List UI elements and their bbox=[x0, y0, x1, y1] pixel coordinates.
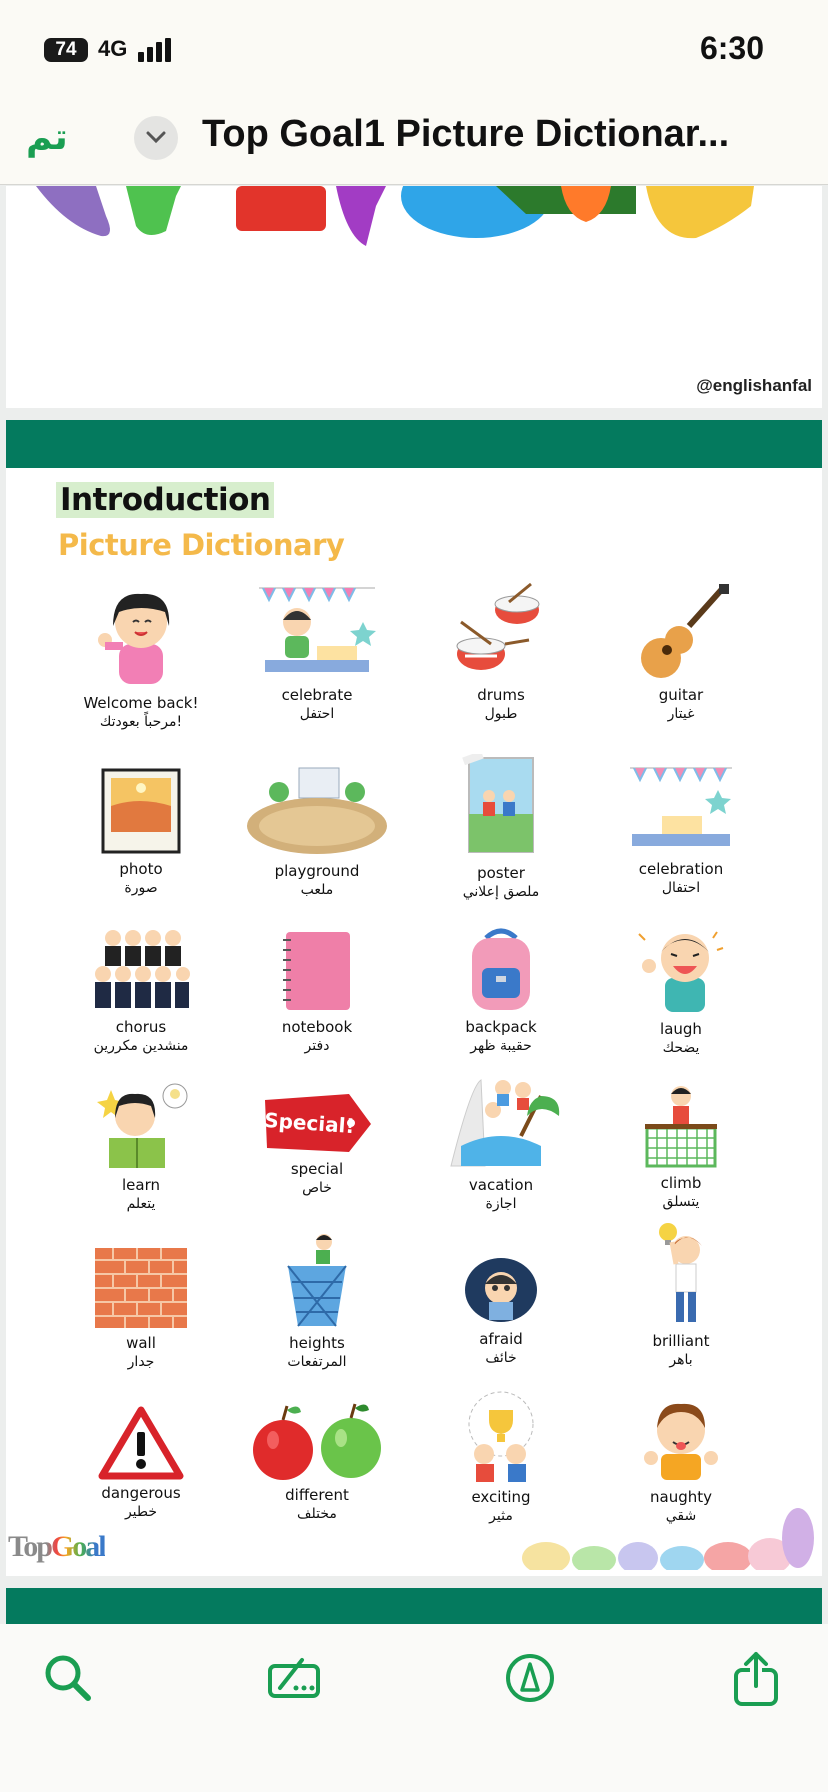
bottom-toolbar bbox=[0, 1624, 828, 1792]
page-1 bbox=[6, 186, 822, 408]
pen-icon[interactable] bbox=[502, 1650, 558, 1706]
clock: 6:30 bbox=[699, 30, 764, 66]
drums-icon bbox=[451, 582, 551, 682]
vocab-item bbox=[586, 1082, 776, 1210]
item-english: guitar bbox=[658, 686, 704, 704]
item-english: wall bbox=[126, 1334, 156, 1352]
vocab-item bbox=[586, 582, 776, 722]
choir-icon bbox=[91, 920, 191, 1014]
topgoal-logo: TopGoal bbox=[8, 1530, 105, 1563]
item-english: afraid bbox=[479, 1330, 523, 1348]
item-english: dangerous bbox=[101, 1484, 181, 1502]
vocab-item bbox=[222, 1090, 412, 1196]
share-icon[interactable] bbox=[728, 1650, 784, 1706]
item-arabic: احتفال bbox=[661, 880, 701, 896]
item-english: chorus bbox=[115, 1018, 167, 1036]
vocab-item bbox=[46, 920, 236, 1054]
vocab-item bbox=[406, 1254, 596, 1366]
vocab-item bbox=[46, 766, 236, 896]
vocab-item bbox=[406, 924, 596, 1054]
boy-lightbulb-icon bbox=[646, 1220, 716, 1328]
search-icon[interactable] bbox=[40, 1650, 96, 1706]
item-english: climb bbox=[660, 1174, 702, 1192]
brick-wall-icon bbox=[93, 1246, 189, 1330]
title-menu-button[interactable] bbox=[134, 116, 178, 160]
item-english: backpack bbox=[465, 1018, 537, 1036]
scared-child-icon bbox=[463, 1254, 539, 1326]
beach-icon bbox=[441, 1076, 561, 1172]
backpack-icon bbox=[458, 924, 544, 1014]
notebook-icon bbox=[280, 928, 354, 1014]
vocab-item bbox=[222, 1398, 412, 1522]
chevron-down-icon bbox=[146, 130, 166, 144]
item-arabic: مرحباً بعودتك! bbox=[99, 714, 183, 730]
item-arabic: مثير bbox=[489, 1508, 513, 1524]
item-arabic: يتسلق bbox=[662, 1194, 700, 1210]
girl-reading-icon bbox=[91, 1080, 191, 1172]
special-tag-text: Special! bbox=[263, 1107, 356, 1139]
item-arabic: خاص bbox=[302, 1180, 332, 1196]
vocab-item bbox=[406, 1076, 596, 1212]
item-arabic: اجازة bbox=[485, 1196, 517, 1212]
page-band-bottom bbox=[6, 1588, 822, 1624]
vocab-item bbox=[222, 1232, 412, 1370]
vocab-item bbox=[586, 1220, 776, 1368]
item-english: photo bbox=[119, 860, 163, 878]
item-arabic: غيتار bbox=[667, 706, 695, 722]
warning-sign-icon bbox=[98, 1406, 184, 1480]
item-arabic: مختلف bbox=[297, 1506, 337, 1522]
item-english: special bbox=[290, 1160, 344, 1178]
item-english: notebook bbox=[281, 1018, 353, 1036]
item-english: learn bbox=[122, 1176, 160, 1194]
item-english: drums bbox=[477, 686, 525, 704]
item-arabic: ملعب bbox=[300, 882, 334, 898]
item-arabic: خائف bbox=[485, 1350, 517, 1366]
boy-laughing-icon bbox=[631, 920, 731, 1016]
item-arabic: يضحك bbox=[662, 1040, 700, 1056]
vocab-item bbox=[222, 582, 412, 722]
item-english: celebrate bbox=[281, 686, 353, 704]
item-english: playground bbox=[274, 862, 360, 880]
item-arabic: باهر bbox=[669, 1352, 693, 1368]
playground-icon bbox=[245, 766, 389, 858]
boy-climbing-fence-icon bbox=[641, 1082, 721, 1170]
markup-icon[interactable] bbox=[266, 1650, 322, 1706]
battery-indicator: 74 bbox=[44, 38, 88, 62]
vocab-item bbox=[46, 582, 236, 730]
item-english: naughty bbox=[650, 1488, 712, 1506]
document-title: Top Goal1 Picture Dictionar... bbox=[202, 113, 730, 155]
guitar-icon bbox=[631, 582, 731, 682]
item-arabic: يتعلم bbox=[126, 1196, 156, 1212]
item-arabic: شقي bbox=[665, 1508, 697, 1524]
item-english: heights bbox=[289, 1334, 345, 1352]
apples-icon bbox=[249, 1398, 385, 1482]
vocab-item bbox=[46, 1406, 236, 1520]
item-english: exciting bbox=[471, 1488, 531, 1506]
special-tag-icon bbox=[259, 1090, 375, 1156]
vocab-item bbox=[222, 766, 412, 898]
credit-text: @englishanfal bbox=[696, 376, 812, 395]
item-english: poster bbox=[477, 864, 525, 882]
item-arabic: حقيبة ظهر bbox=[470, 1038, 532, 1054]
item-arabic: جدار bbox=[127, 1354, 155, 1370]
nav-bar bbox=[0, 95, 828, 185]
item-arabic: دفتر bbox=[304, 1038, 330, 1054]
item-english: laugh bbox=[660, 1020, 702, 1038]
item-arabic: ملصق إعلاني bbox=[462, 884, 540, 900]
signal-icon bbox=[138, 38, 178, 62]
network-type: 4G bbox=[98, 36, 128, 61]
vocab-item bbox=[222, 928, 412, 1054]
kids-trophy-icon bbox=[456, 1390, 546, 1484]
vocab-item bbox=[406, 582, 596, 722]
boy-on-tower-icon bbox=[282, 1232, 352, 1330]
item-arabic: المرتفعات bbox=[287, 1354, 347, 1370]
monsters-footer bbox=[516, 1500, 816, 1570]
vocab-item bbox=[46, 1246, 236, 1370]
page-2 bbox=[6, 420, 822, 1576]
status-bar bbox=[0, 0, 828, 95]
page-heading: Introduction bbox=[56, 482, 274, 518]
item-arabic: خطير bbox=[124, 1504, 158, 1520]
vocab-item bbox=[586, 920, 776, 1056]
vocab-item bbox=[406, 754, 596, 900]
item-english: vacation bbox=[468, 1176, 534, 1194]
page-band bbox=[6, 420, 822, 468]
cheeky-boy-icon bbox=[639, 1398, 723, 1484]
boy-party-icon bbox=[257, 582, 377, 682]
item-english: Welcome back! bbox=[83, 694, 199, 712]
page-subheading: Picture Dictionary bbox=[58, 528, 345, 562]
poster-icon bbox=[461, 754, 541, 860]
vocab-item bbox=[46, 1080, 236, 1212]
item-english: celebration bbox=[638, 860, 724, 878]
item-arabic: احتفل bbox=[299, 706, 335, 722]
vocab-item bbox=[586, 760, 776, 896]
girl-waving-icon bbox=[91, 582, 191, 690]
monsters-banner bbox=[6, 186, 822, 246]
item-arabic: منشدين مكررين bbox=[93, 1038, 189, 1054]
photo-frame-icon bbox=[99, 766, 183, 856]
party-cake-icon bbox=[626, 760, 736, 856]
item-english: different bbox=[285, 1486, 349, 1504]
item-arabic: طبول bbox=[484, 706, 518, 722]
item-english: brilliant bbox=[652, 1332, 710, 1350]
item-arabic: صورة bbox=[124, 880, 158, 896]
done-button[interactable]: تم bbox=[26, 117, 68, 158]
